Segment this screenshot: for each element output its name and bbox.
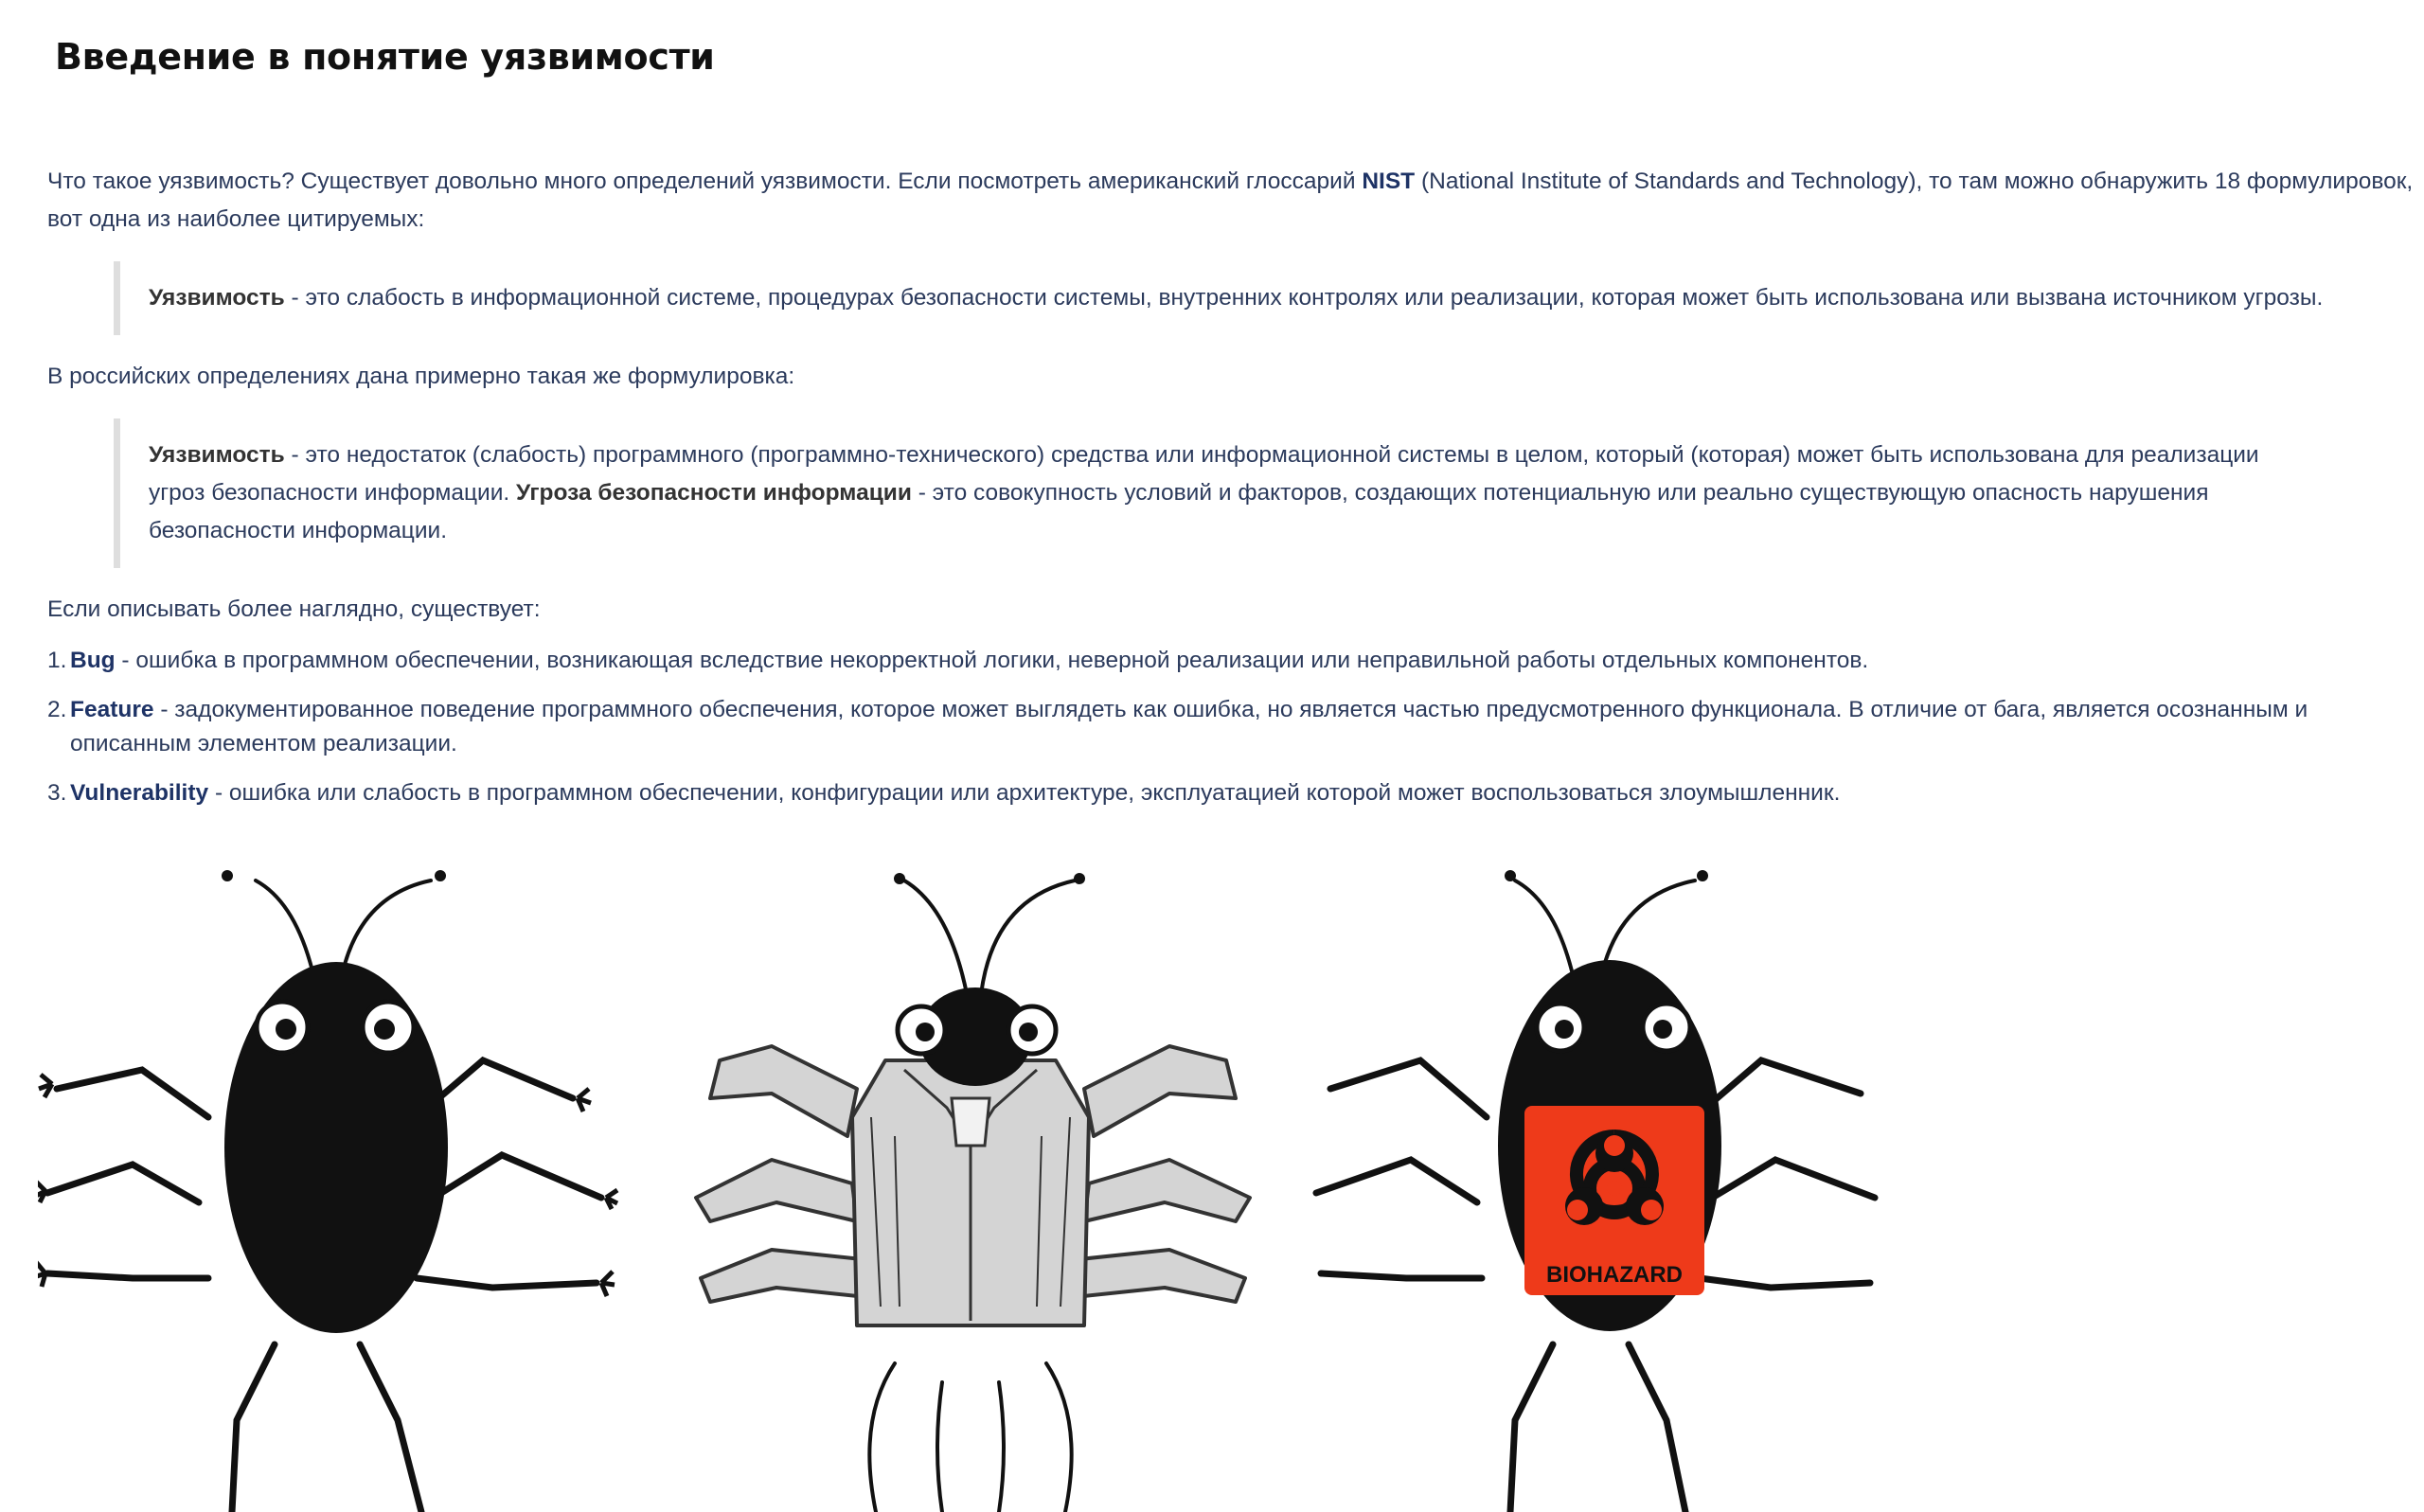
quote-text: - это слабость в информационной системе, процедурах безопасности системы, внутренних контролях или реализации, которая может быть использована или вызвана источником угрозы. bbox=[284, 285, 2324, 311]
definition-text: - задокументированное поведение программного обеспечения, которое может выглядеть как ошибка, но является частью предусмотренного функционала. В отличие от бага, является осознанным и описанным элементом реализации. bbox=[70, 697, 2308, 756]
quote-term-threat: Угроза безопасности информации bbox=[516, 480, 912, 506]
definition-text: - ошибка в программном обеспечении, возникающая вследствие некорректной логики, неверной реализации или неправильной работы отдельных компонентов. bbox=[115, 648, 1869, 673]
list-intro-paragraph: Если описывать более наглядно, существует: bbox=[47, 596, 541, 622]
quote-text-vulnerability: - это недостаток (слабость) программного (программно-технического) средства или информационной системы в целом, который (которая) может быть использована для реализации угроз безопасности информации. bbox=[149, 442, 2259, 506]
russian-definition-quote bbox=[114, 418, 2317, 568]
definitions-list bbox=[47, 644, 2386, 826]
russian-intro-paragraph: В российских определениях дана примерно такая же формулировка: bbox=[47, 364, 795, 389]
nist-definition-quote bbox=[114, 261, 2402, 335]
list-item bbox=[47, 644, 2386, 678]
quote-term: Уязвимость bbox=[149, 285, 285, 311]
quote-text-threat: - это совокупность условий и факторов, создающих потенциальную или реально существующую опасность нарушения безопасности информации. bbox=[149, 480, 2209, 543]
intro-text-after: (National Institute of Standards and Technology), то там можно обнаружить 18 формулировок, вот одна из наиболее цитируемых: bbox=[47, 169, 2414, 232]
bug-illustration bbox=[38, 833, 1932, 1512]
quote-term-vulnerability: Уязвимость bbox=[149, 442, 285, 468]
list-number: 2. bbox=[47, 697, 67, 722]
biohazard-bug-icon bbox=[1297, 833, 1922, 1512]
list-number: 3. bbox=[47, 780, 67, 806]
intro-paragraph bbox=[47, 163, 2424, 239]
biohazard-label: BIOHAZARD bbox=[1546, 1262, 1683, 1288]
definition-text: - ошибка или слабость в программном обеспечении, конфигурации или архитектуре, эксплуатацией которой может воспользоваться злоумышленник. bbox=[208, 780, 1841, 806]
suited-bug-icon bbox=[668, 833, 1292, 1512]
term-vulnerability: Vulnerability bbox=[70, 780, 209, 806]
intro-text-before: Что такое уязвимость? Существует довольно много определений уязвимости. Если посмотреть американский глоссарий bbox=[47, 169, 1363, 194]
nist-link[interactable]: NIST bbox=[1362, 169, 1416, 194]
term-bug: Bug bbox=[70, 648, 116, 673]
list-item bbox=[47, 776, 2386, 810]
list-number: 1. bbox=[47, 648, 67, 673]
list-item bbox=[47, 693, 2386, 761]
term-feature: Feature bbox=[70, 697, 154, 722]
bug-icon bbox=[38, 833, 663, 1512]
page-title: Введение в понятие уязвимости bbox=[55, 36, 715, 78]
